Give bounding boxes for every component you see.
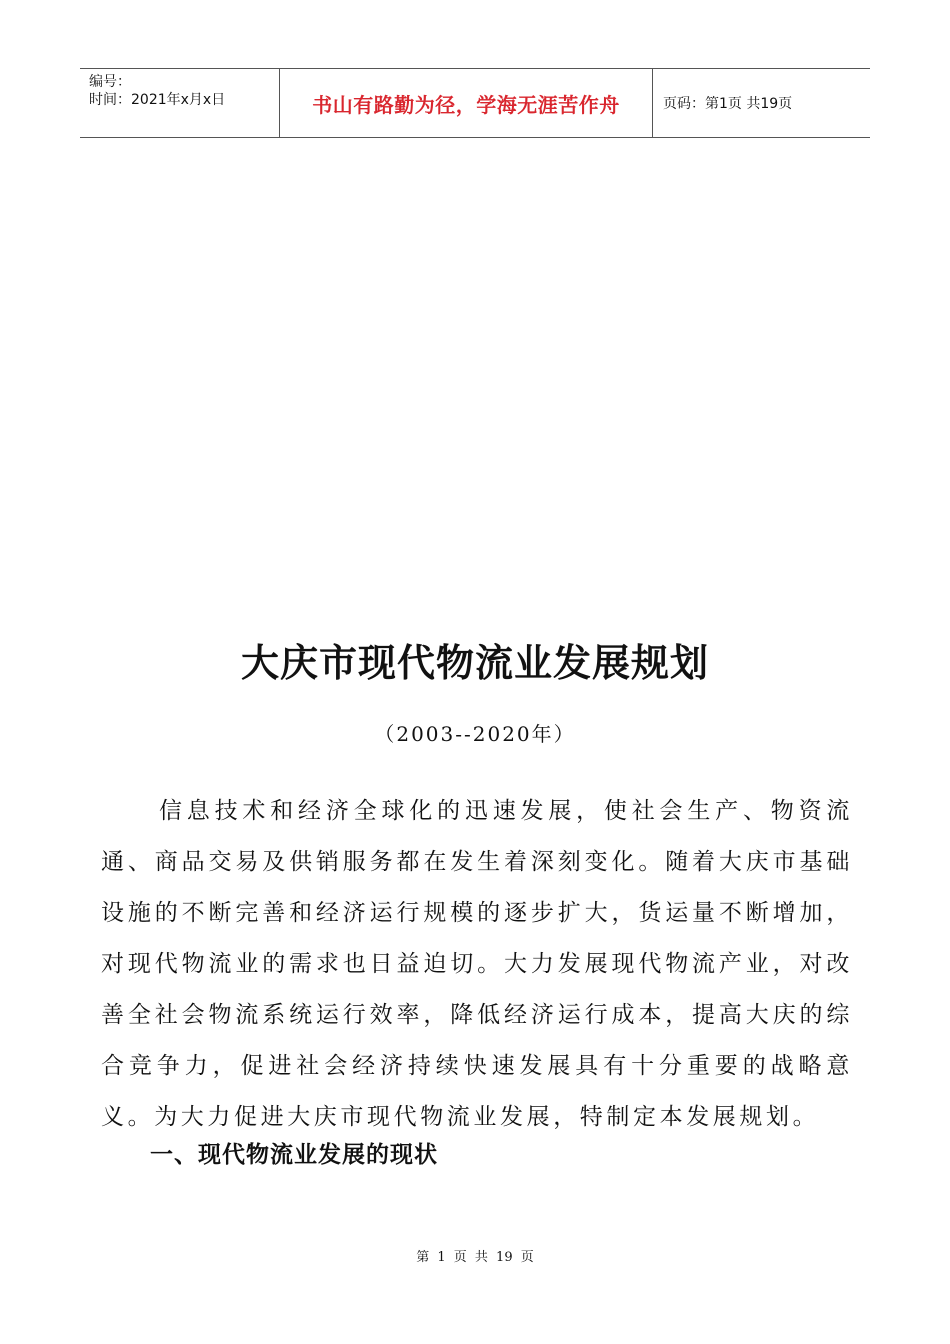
header-motto: 书山有路勤为径，学海无涯苦作舟: [280, 69, 653, 137]
document-title: 大庆市现代物流业发展规划: [240, 641, 709, 685]
header-page-info: 页码：第1页 共19页: [663, 96, 793, 112]
intro-paragraph: 信息技术和经济全球化的迅速发展，使社会生产、物资流通、商品交易及供销服务都在发生着深刻变化。随着大庆市基础设施的不断完善和经济运行规模的逐步扩大，货运量不断增加，对现代物流业的需求也日益迫切。大力发展现代物流产业，对改善全社会物流系统运行效率，降低经济运行成本，提高大庆的综合竞争力，促进社会经济持续快速发展具有十分重要的战略意义。为大力促进大庆市现代物流业发展，特制定本发展规划。: [101, 798, 853, 1130]
document-date-label: 时间：2021年x月x日: [89, 92, 226, 108]
page-header: [80, 68, 870, 138]
document-number-label: 编号：: [89, 74, 131, 90]
page-footer: 第 1 页 共 19 页: [416, 1250, 534, 1265]
document-subtitle: （2003--2020年）: [374, 722, 576, 746]
header-meta-cell: [80, 69, 280, 137]
section-heading: 一、现代物流业发展的现状: [150, 1142, 438, 1168]
